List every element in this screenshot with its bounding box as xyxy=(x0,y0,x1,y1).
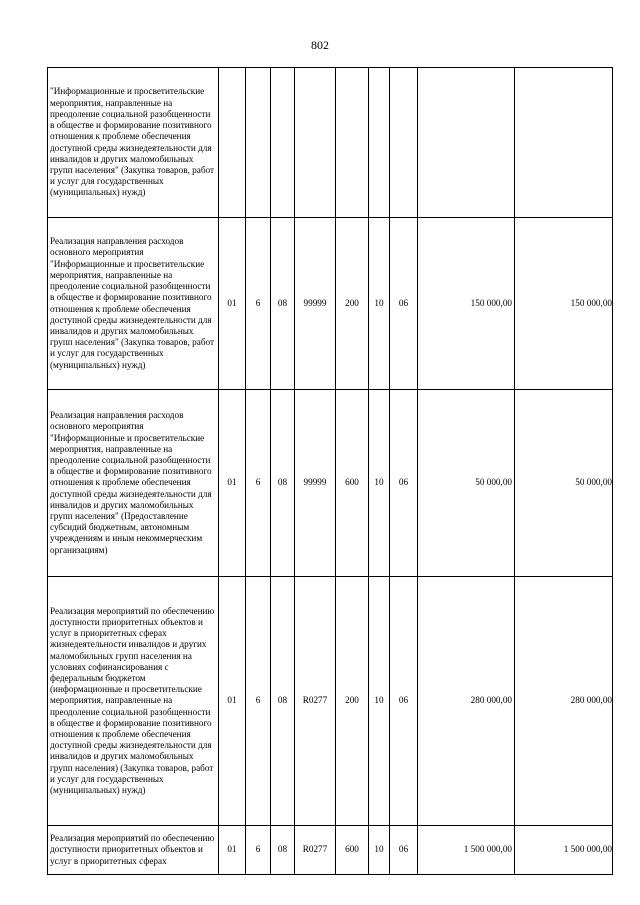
activity-code-cell: 08 xyxy=(271,390,295,577)
activity-code-cell xyxy=(271,68,295,218)
expense-type-code-cell: 200 xyxy=(336,577,369,826)
subprogram-code-cell: 6 xyxy=(246,577,271,826)
table-row xyxy=(48,826,613,875)
subprogram-code-cell xyxy=(246,68,271,218)
section-code-cell: 10 xyxy=(369,826,390,875)
amount-year1-cell xyxy=(418,68,515,218)
subprogram-code-cell: 6 xyxy=(246,826,271,875)
expense-name-cell: Реализация направления расходов основного мероприятия "Информационные и просветительские мероприятия, направленные на преодоление социальной разобщенности в обществе и формирование позитивного отношения к проблеме обеспечения доступной среды жизнедеятельности для инвалидов и других маломобильных групп населения" (Предоставление субсидий бюджетным, автономным учреждениям и иным некоммерческим организациям) xyxy=(48,390,219,577)
subprogram-code-cell: 6 xyxy=(246,390,271,577)
program-code-cell xyxy=(219,68,246,218)
amount-year1-cell: 1 500 000,00 xyxy=(418,826,515,875)
activity-code-cell: 08 xyxy=(271,826,295,875)
subsection-code-cell: 06 xyxy=(390,390,418,577)
expense-name-cell: Реализация мероприятий по обеспечению доступности приоритетных объектов и услуг в приоритетных сферах xyxy=(48,826,219,875)
table-row xyxy=(48,577,613,826)
table-row xyxy=(48,390,613,577)
program-code-cell: 01 xyxy=(219,390,246,577)
amount-year1-cell: 150 000,00 xyxy=(418,218,515,390)
section-code-cell: 10 xyxy=(369,577,390,826)
amount-year1-cell: 280 000,00 xyxy=(418,577,515,826)
section-code-cell xyxy=(369,68,390,218)
activity-code-cell: 08 xyxy=(271,577,295,826)
program-code-cell: 01 xyxy=(219,826,246,875)
amount-year1-cell: 50 000,00 xyxy=(418,390,515,577)
amount-year2-cell: 1 500 000,00 xyxy=(515,826,613,875)
subsection-code-cell: 06 xyxy=(390,826,418,875)
expense-type-code-cell: 600 xyxy=(336,390,369,577)
page-number: 802 xyxy=(311,38,329,52)
subsection-code-cell xyxy=(390,68,418,218)
subprogram-code-cell: 6 xyxy=(246,218,271,390)
direction-code-cell: R0277 xyxy=(295,826,336,875)
amount-year2-cell: 50 000,00 xyxy=(515,390,613,577)
direction-code-cell: 99999 xyxy=(295,390,336,577)
expense-name-cell: Реализация направления расходов основного мероприятия "Информационные и просветительские мероприятия, направленные на преодоление социальной разобщенности в обществе и формирование позитивного отношения к проблеме обеспечения доступной среды жизнедеятельности для инвалидов и других маломобильных групп населения" (Закупка товаров, работ и услуг для государственных (муниципальных) нужд) xyxy=(48,218,219,390)
direction-code-cell: 99999 xyxy=(295,218,336,390)
subsection-code-cell: 06 xyxy=(390,577,418,826)
direction-code-cell: R0277 xyxy=(295,577,336,826)
section-code-cell: 10 xyxy=(369,390,390,577)
expense-type-code-cell xyxy=(336,68,369,218)
amount-year2-cell: 150 000,00 xyxy=(515,218,613,390)
amount-year2-cell xyxy=(515,68,613,218)
expense-name-cell: Реализация мероприятий по обеспечению доступности приоритетных объектов и услуг в приоритетных сферах жизнедеятельности инвалидов и других маломобильных групп населения на условиях софинансирования с федеральным бюджетом (информационные и просветительские мероприятия, направленные на преодоление социальной разобщенности в обществе и формирование позитивного отношения к проблеме обеспечения доступной среды жизнедеятельности для инвалидов и других маломобильных групп населения) (Закупка товаров, работ и услуг для государственных (муниципальных) нужд) xyxy=(48,577,219,826)
program-code-cell: 01 xyxy=(219,577,246,826)
expense-name-cell: "Информационные и просветительские мероприятия, направленные на преодоление социальной разобщенности в обществе и формирование позитивного отношения к проблеме обеспечения доступной среды жизнедеятельности для инвалидов и других маломобильных групп населения" (Закупка товаров, работ и услуг для государственных (муниципальных) нужд) xyxy=(48,68,219,218)
direction-code-cell xyxy=(295,68,336,218)
table-row xyxy=(48,218,613,390)
activity-code-cell: 08 xyxy=(271,218,295,390)
table-body xyxy=(48,68,613,875)
table-row xyxy=(48,68,613,218)
program-code-cell: 01 xyxy=(219,218,246,390)
budget-table xyxy=(47,67,613,875)
expense-type-code-cell: 600 xyxy=(336,826,369,875)
subsection-code-cell: 06 xyxy=(390,218,418,390)
section-code-cell: 10 xyxy=(369,218,390,390)
expense-type-code-cell: 200 xyxy=(336,218,369,390)
amount-year2-cell: 280 000,00 xyxy=(515,577,613,826)
